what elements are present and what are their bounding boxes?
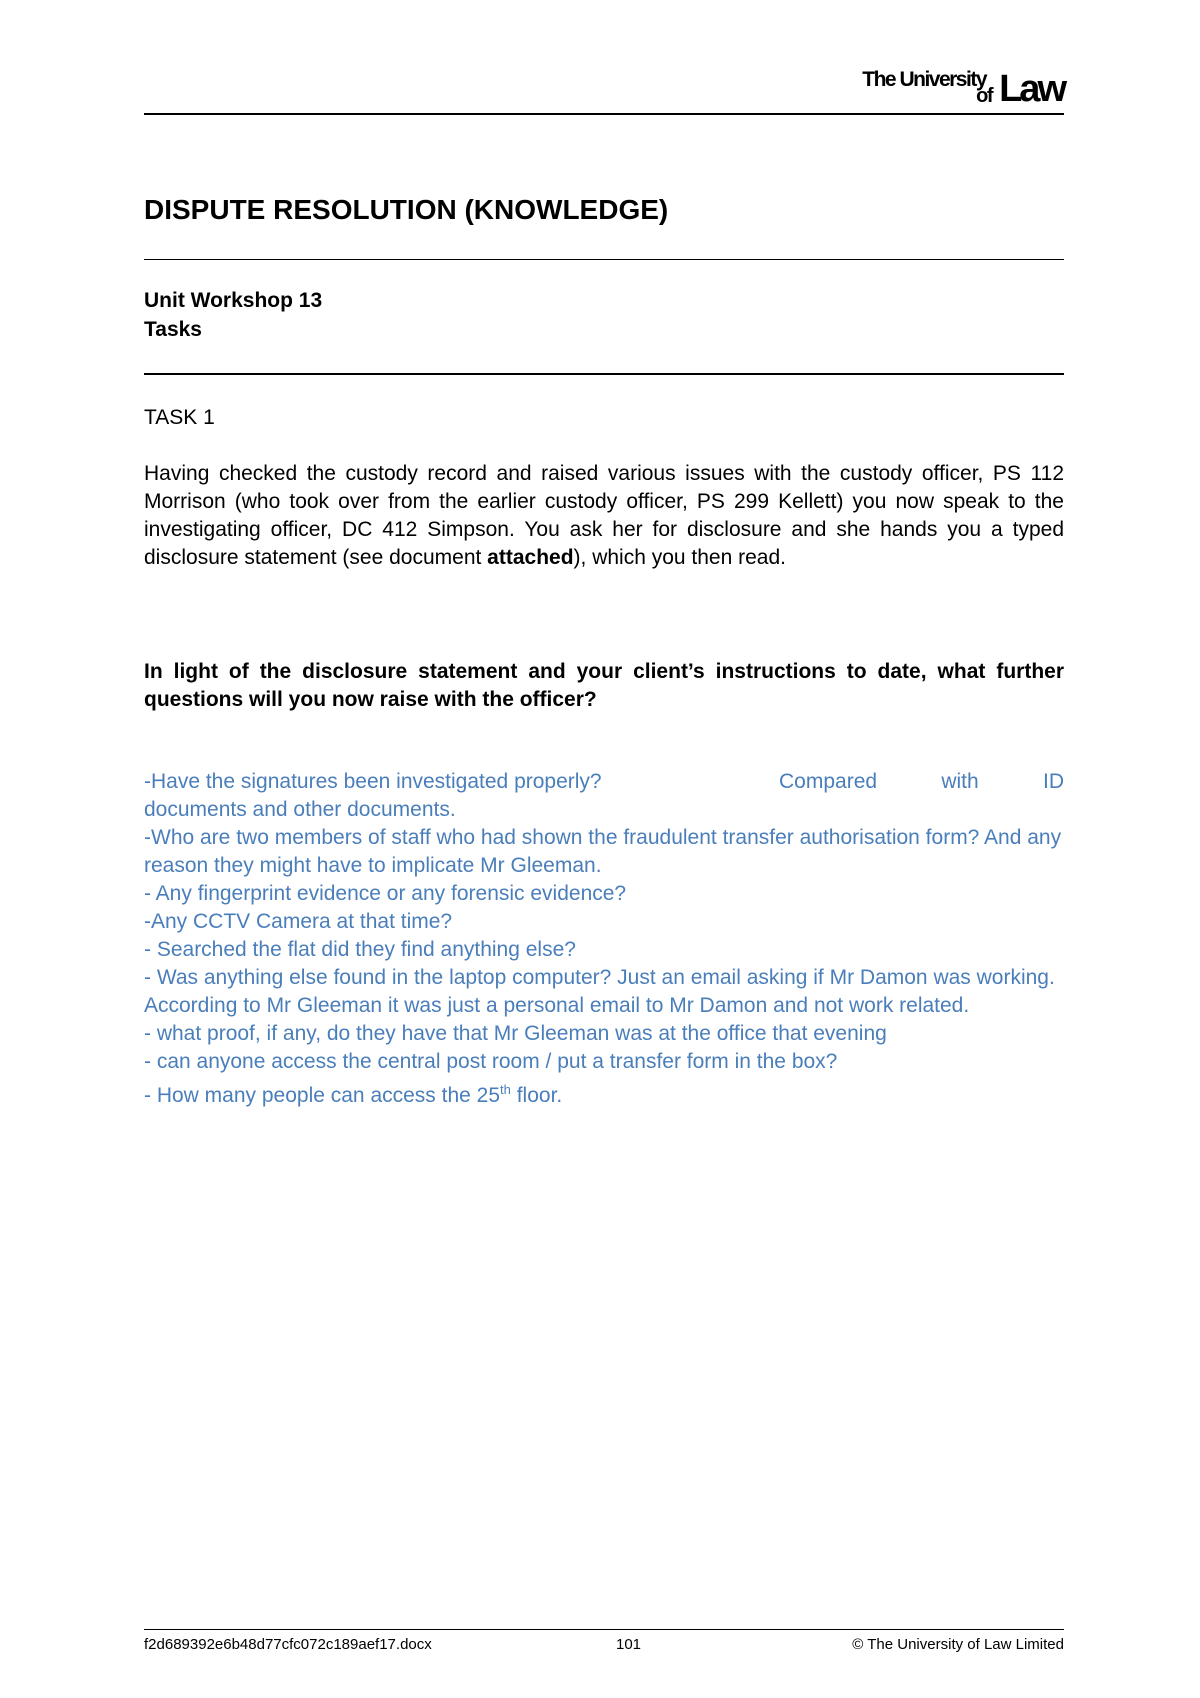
answer-item-6: - Was anything else found in the laptop computer? Just an email asking if Mr Damon was working. According to Mr Gleeman it was just a personal email to Mr Damon and not work related. bbox=[144, 966, 1055, 1017]
answer-item-8: - can anyone access the central post room / put a transfer form in the box? bbox=[144, 1050, 838, 1073]
intro-bold-text: attached bbox=[487, 546, 574, 569]
logo-line-3: Law bbox=[999, 68, 1064, 110]
answer-item-5: - Searched the flat did they find anything else? bbox=[144, 938, 576, 961]
answer-1-word-1: Compared bbox=[779, 770, 878, 793]
footer-copyright: © The University of Law Limited bbox=[852, 1636, 1064, 1653]
unit-heading: Unit Workshop 13 bbox=[144, 289, 323, 312]
footer-filename: f2d689392e6b48d77cfc072c189aef17.docx bbox=[144, 1636, 432, 1653]
intro-text-1: Having checked the custody record and raised various issues with the custody officer, PS 112 Morrison (who took over from the earlier custody officer, PS 299 Kellett) you now speak to the investigating officer, DC 412 Simpson. You ask her for disclosure and she hands you a typed disclosure statement (see document bbox=[144, 462, 1064, 569]
task-intro-paragraph bbox=[144, 460, 1064, 572]
logo-line-1: The University bbox=[862, 68, 986, 91]
answer-item-3: - Any fingerprint evidence or any forensic evidence? bbox=[144, 882, 627, 905]
section-rule bbox=[144, 373, 1064, 375]
answer-item-9 bbox=[144, 1076, 1064, 1110]
title-rule bbox=[144, 259, 1064, 260]
task-heading: TASK 1 bbox=[144, 406, 215, 429]
logo-line-2: of bbox=[976, 85, 992, 107]
header-rule bbox=[144, 113, 1064, 115]
answer-line-2: documents and other documents. bbox=[144, 798, 456, 821]
tasks-heading: Tasks bbox=[144, 318, 202, 341]
answer-item-2: -Who are two members of staff who had shown the fraudulent transfer authorisation form? And any reason they might have to implicate Mr Gleeman. bbox=[144, 826, 1062, 877]
answer-list bbox=[144, 768, 1064, 1110]
footer-page-number: 101 bbox=[616, 1636, 642, 1653]
answer-1-word-2: with bbox=[941, 770, 979, 793]
answer-item-4: -Any CCTV Camera at that time? bbox=[144, 910, 453, 933]
answer-line-1 bbox=[144, 768, 1064, 796]
answer-9-superscript: th bbox=[500, 1082, 511, 1097]
intro-text-2: ), which you then read. bbox=[573, 546, 786, 569]
document-title: DISPUTE RESOLUTION (KNOWLEDGE) bbox=[144, 194, 669, 225]
answer-item-7: - what proof, if any, do they have that Mr Gleeman was at the office that evening bbox=[144, 1022, 887, 1045]
task-question: In light of the disclosure statement and your client’s instructions to date, what further questions will you now raise with the officer? bbox=[144, 660, 1064, 711]
university-logo bbox=[854, 64, 1064, 110]
answer-9-end: floor. bbox=[510, 1084, 563, 1107]
answer-9-text: - How many people can access the 25 bbox=[144, 1084, 501, 1107]
answer-1-continuation bbox=[779, 768, 1064, 796]
answer-1-text: -Have the signatures been investigated properly? bbox=[144, 770, 602, 793]
footer-rule bbox=[144, 1629, 1064, 1630]
answer-1-word-3: ID bbox=[1042, 770, 1064, 793]
